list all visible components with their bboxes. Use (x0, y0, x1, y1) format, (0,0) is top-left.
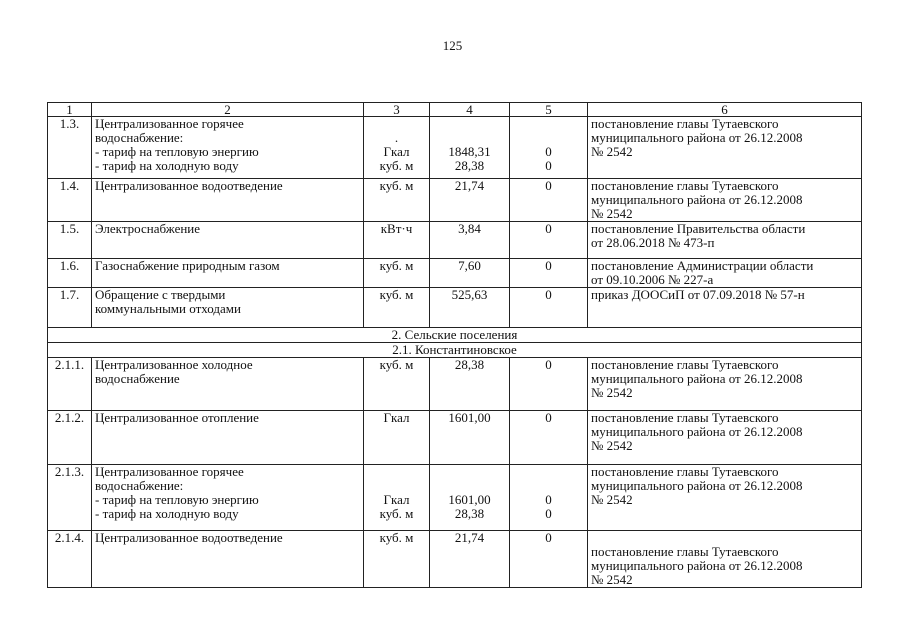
service-name-cell (92, 411, 364, 465)
legal-basis-line: постановление главы Тутаевского (591, 116, 779, 131)
unit-of-measure-cell (364, 179, 430, 222)
tariff-value-line: 1601,00 (448, 492, 491, 507)
unit-of-measure-cell (364, 465, 430, 531)
legal-basis-line: муниципального района от 26.12.2008 (591, 130, 803, 145)
tariff-value-cell (430, 288, 510, 328)
zero-value-line (513, 131, 584, 145)
legal-basis-line: № 2542 (591, 572, 633, 587)
unit-of-measure-line: Гкал (383, 492, 410, 507)
service-name-line: Централизованное холодное (95, 357, 253, 372)
legal-basis-cell (588, 531, 862, 588)
legal-basis-line: муниципального района от 26.12.2008 (591, 558, 803, 573)
legal-basis-cell (588, 411, 862, 465)
legal-basis-line: постановление главы Тутаевского (591, 464, 779, 479)
tariff-value-line: 1601,00 (448, 410, 491, 425)
unit-of-measure-line: куб. м (379, 158, 414, 173)
zero-value-line: 0 (545, 357, 552, 372)
table-row (48, 179, 862, 222)
unit-of-measure-line (367, 465, 426, 479)
unit-of-measure-line: Гкал (383, 144, 410, 159)
table-row (48, 288, 862, 328)
legal-basis-cell (588, 259, 862, 288)
table-body (48, 103, 862, 588)
unit-of-measure-cell (364, 411, 430, 465)
tariff-value-line (433, 117, 506, 131)
tariff-value-line: 525,63 (451, 287, 488, 302)
tariff-value-cell (430, 531, 510, 588)
column-header: 6 (588, 103, 862, 117)
legal-basis-line: постановление Правительства области (591, 221, 806, 236)
legal-basis-cell (588, 222, 862, 259)
tariff-value-cell (430, 358, 510, 411)
column-header: 4 (430, 103, 510, 117)
tariff-value-line (433, 479, 506, 493)
legal-basis-line: постановление Администрации области (591, 258, 814, 273)
service-name-line: водоснабжение: (95, 478, 184, 493)
unit-of-measure-line: куб. м (379, 506, 414, 521)
item-number: 1.5. (48, 222, 92, 259)
table-row (48, 358, 862, 411)
zero-value-line: 0 (545, 178, 552, 193)
unit-of-measure-line: Гкал (383, 410, 410, 425)
item-number: 1.7. (48, 288, 92, 328)
service-name-cell (92, 288, 364, 328)
service-name-line: Электроснабжение (95, 221, 201, 236)
legal-basis-cell (588, 465, 862, 531)
unit-of-measure-cell (364, 358, 430, 411)
service-name-cell (92, 259, 364, 288)
tariff-value-cell (430, 117, 510, 179)
tariff-value-cell (430, 179, 510, 222)
tariff-value-line: 7,60 (458, 258, 481, 273)
table-row (48, 531, 862, 588)
unit-of-measure-line: куб. м (379, 258, 414, 273)
unit-of-measure-line: . (394, 130, 399, 145)
section-row (48, 343, 862, 358)
zero-value-cell (510, 222, 588, 259)
service-name-line: Газоснабжение природным газом (95, 258, 280, 273)
zero-value-cell (510, 531, 588, 588)
zero-value-line: 0 (545, 258, 552, 273)
column-header: 1 (48, 103, 92, 117)
zero-value-line: 0 (545, 530, 552, 545)
column-header-row (48, 103, 862, 117)
tariff-value-line: 1848,31 (448, 144, 491, 159)
zero-value-line: 0 (545, 144, 552, 159)
unit-of-measure-cell (364, 259, 430, 288)
tariff-value-cell (430, 465, 510, 531)
unit-of-measure-line: куб. м (379, 287, 414, 302)
legal-basis-cell (588, 179, 862, 222)
unit-of-measure-line: куб. м (379, 357, 414, 372)
service-name-cell (92, 222, 364, 259)
item-number: 1.6. (48, 259, 92, 288)
tariff-value-line: 28,38 (454, 357, 485, 372)
table-row (48, 411, 862, 465)
unit-of-measure-cell (364, 531, 430, 588)
zero-value-line (513, 117, 584, 131)
item-number: 1.3. (48, 117, 92, 179)
tariff-value-line: 3,84 (458, 221, 481, 236)
zero-value-cell (510, 117, 588, 179)
page-number: 125 (442, 38, 463, 53)
unit-of-measure-cell (364, 288, 430, 328)
service-name-line: - тариф на тепловую энергию (95, 492, 259, 507)
zero-value-line: 0 (545, 158, 552, 173)
service-name-cell (92, 117, 364, 179)
column-header: 5 (510, 103, 588, 117)
service-name-line: Централизованное горячее (95, 116, 244, 131)
tariff-value-line: 28,38 (454, 158, 485, 173)
column-header: 2 (92, 103, 364, 117)
table-row (48, 222, 862, 259)
tariff-value-line (433, 465, 506, 479)
tariff-value-cell (430, 411, 510, 465)
zero-value-line: 0 (545, 287, 552, 302)
tariff-table (47, 102, 862, 588)
legal-basis-cell (588, 358, 862, 411)
service-name-cell (92, 465, 364, 531)
item-number: 1.4. (48, 179, 92, 222)
item-number: 2.1.1. (48, 358, 92, 411)
zero-value-cell (510, 465, 588, 531)
section-title: 2. Сельские поселения (48, 328, 862, 343)
unit-of-measure-cell (364, 222, 430, 259)
unit-of-measure-line: куб. м (379, 530, 414, 545)
legal-basis-line: муниципального района от 26.12.2008 (591, 192, 803, 207)
unit-of-measure-line: кВт·ч (380, 221, 413, 236)
legal-basis-line: постановление главы Тутаевского (591, 357, 779, 372)
legal-basis-line: постановление главы Тутаевского (591, 544, 779, 559)
legal-basis-line: постановление главы Тутаевского (591, 178, 779, 193)
zero-value-cell (510, 411, 588, 465)
table-row (48, 465, 862, 531)
item-number: 2.1.2. (48, 411, 92, 465)
item-number: 2.1.4. (48, 531, 92, 588)
legal-basis-line: муниципального района от 26.12.2008 (591, 424, 803, 439)
zero-value-cell (510, 288, 588, 328)
tariff-value-line: 21,74 (454, 530, 485, 545)
table-row (48, 117, 862, 179)
unit-of-measure-line: куб. м (379, 178, 414, 193)
service-name-line: водоснабжение (95, 371, 180, 386)
legal-basis-cell (588, 117, 862, 179)
service-name-line: - тариф на тепловую энергию (95, 144, 259, 159)
service-name-line: Централизованное горячее (95, 464, 244, 479)
zero-value-line: 0 (545, 492, 552, 507)
column-header: 3 (364, 103, 430, 117)
legal-basis-line: № 2542 (591, 438, 633, 453)
tariff-value-cell (430, 259, 510, 288)
table-row (48, 259, 862, 288)
service-name-line: коммунальными отходами (95, 301, 241, 316)
service-name-cell (92, 358, 364, 411)
tariff-value-cell (430, 222, 510, 259)
unit-of-measure-cell (364, 117, 430, 179)
section-title: 2.1. Константиновское (48, 343, 862, 358)
tariff-value-line: 28,38 (454, 506, 485, 521)
service-name-line: Централизованное водоотведение (95, 178, 283, 193)
legal-basis-line: № 2542 (591, 144, 633, 159)
zero-value-line: 0 (545, 410, 552, 425)
service-name-line: - тариф на холодную воду (95, 158, 239, 173)
tariff-value-line: 21,74 (454, 178, 485, 193)
zero-value-cell (510, 179, 588, 222)
zero-value-line (513, 479, 584, 493)
zero-value-line: 0 (545, 506, 552, 521)
legal-basis-line: № 2542 (591, 385, 633, 400)
service-name-cell (92, 531, 364, 588)
section-row (48, 328, 862, 343)
service-name-cell (92, 179, 364, 222)
zero-value-cell (510, 358, 588, 411)
tariff-value-line (433, 131, 506, 145)
legal-basis-line: приказ ДООСиП от 07.09.2018 № 57-н (591, 287, 805, 302)
service-name-line: водоснабжение: (95, 130, 184, 145)
legal-basis-line: муниципального района от 26.12.2008 (591, 371, 803, 386)
legal-basis-line: от 09.10.2006 № 227-а (591, 272, 714, 287)
legal-basis-line: постановление главы Тутаевского (591, 410, 779, 425)
item-number: 2.1.3. (48, 465, 92, 531)
legal-basis-cell (588, 288, 862, 328)
legal-basis-line: № 2542 (591, 492, 633, 507)
unit-of-measure-line (367, 117, 426, 131)
service-name-line: Централизованное водоотведение (95, 530, 283, 545)
service-name-line: - тариф на холодную воду (95, 506, 239, 521)
zero-value-line (513, 465, 584, 479)
unit-of-measure-line (367, 479, 426, 493)
zero-value-line: 0 (545, 221, 552, 236)
service-name-line: Централизованное отопление (95, 410, 259, 425)
legal-basis-line: от 28.06.2018 № 473-п (591, 235, 715, 250)
legal-basis-line (591, 531, 858, 545)
service-name-line: Обращение с твердыми (95, 287, 226, 302)
legal-basis-line: муниципального района от 26.12.2008 (591, 478, 803, 493)
zero-value-cell (510, 259, 588, 288)
legal-basis-line: № 2542 (591, 206, 633, 221)
